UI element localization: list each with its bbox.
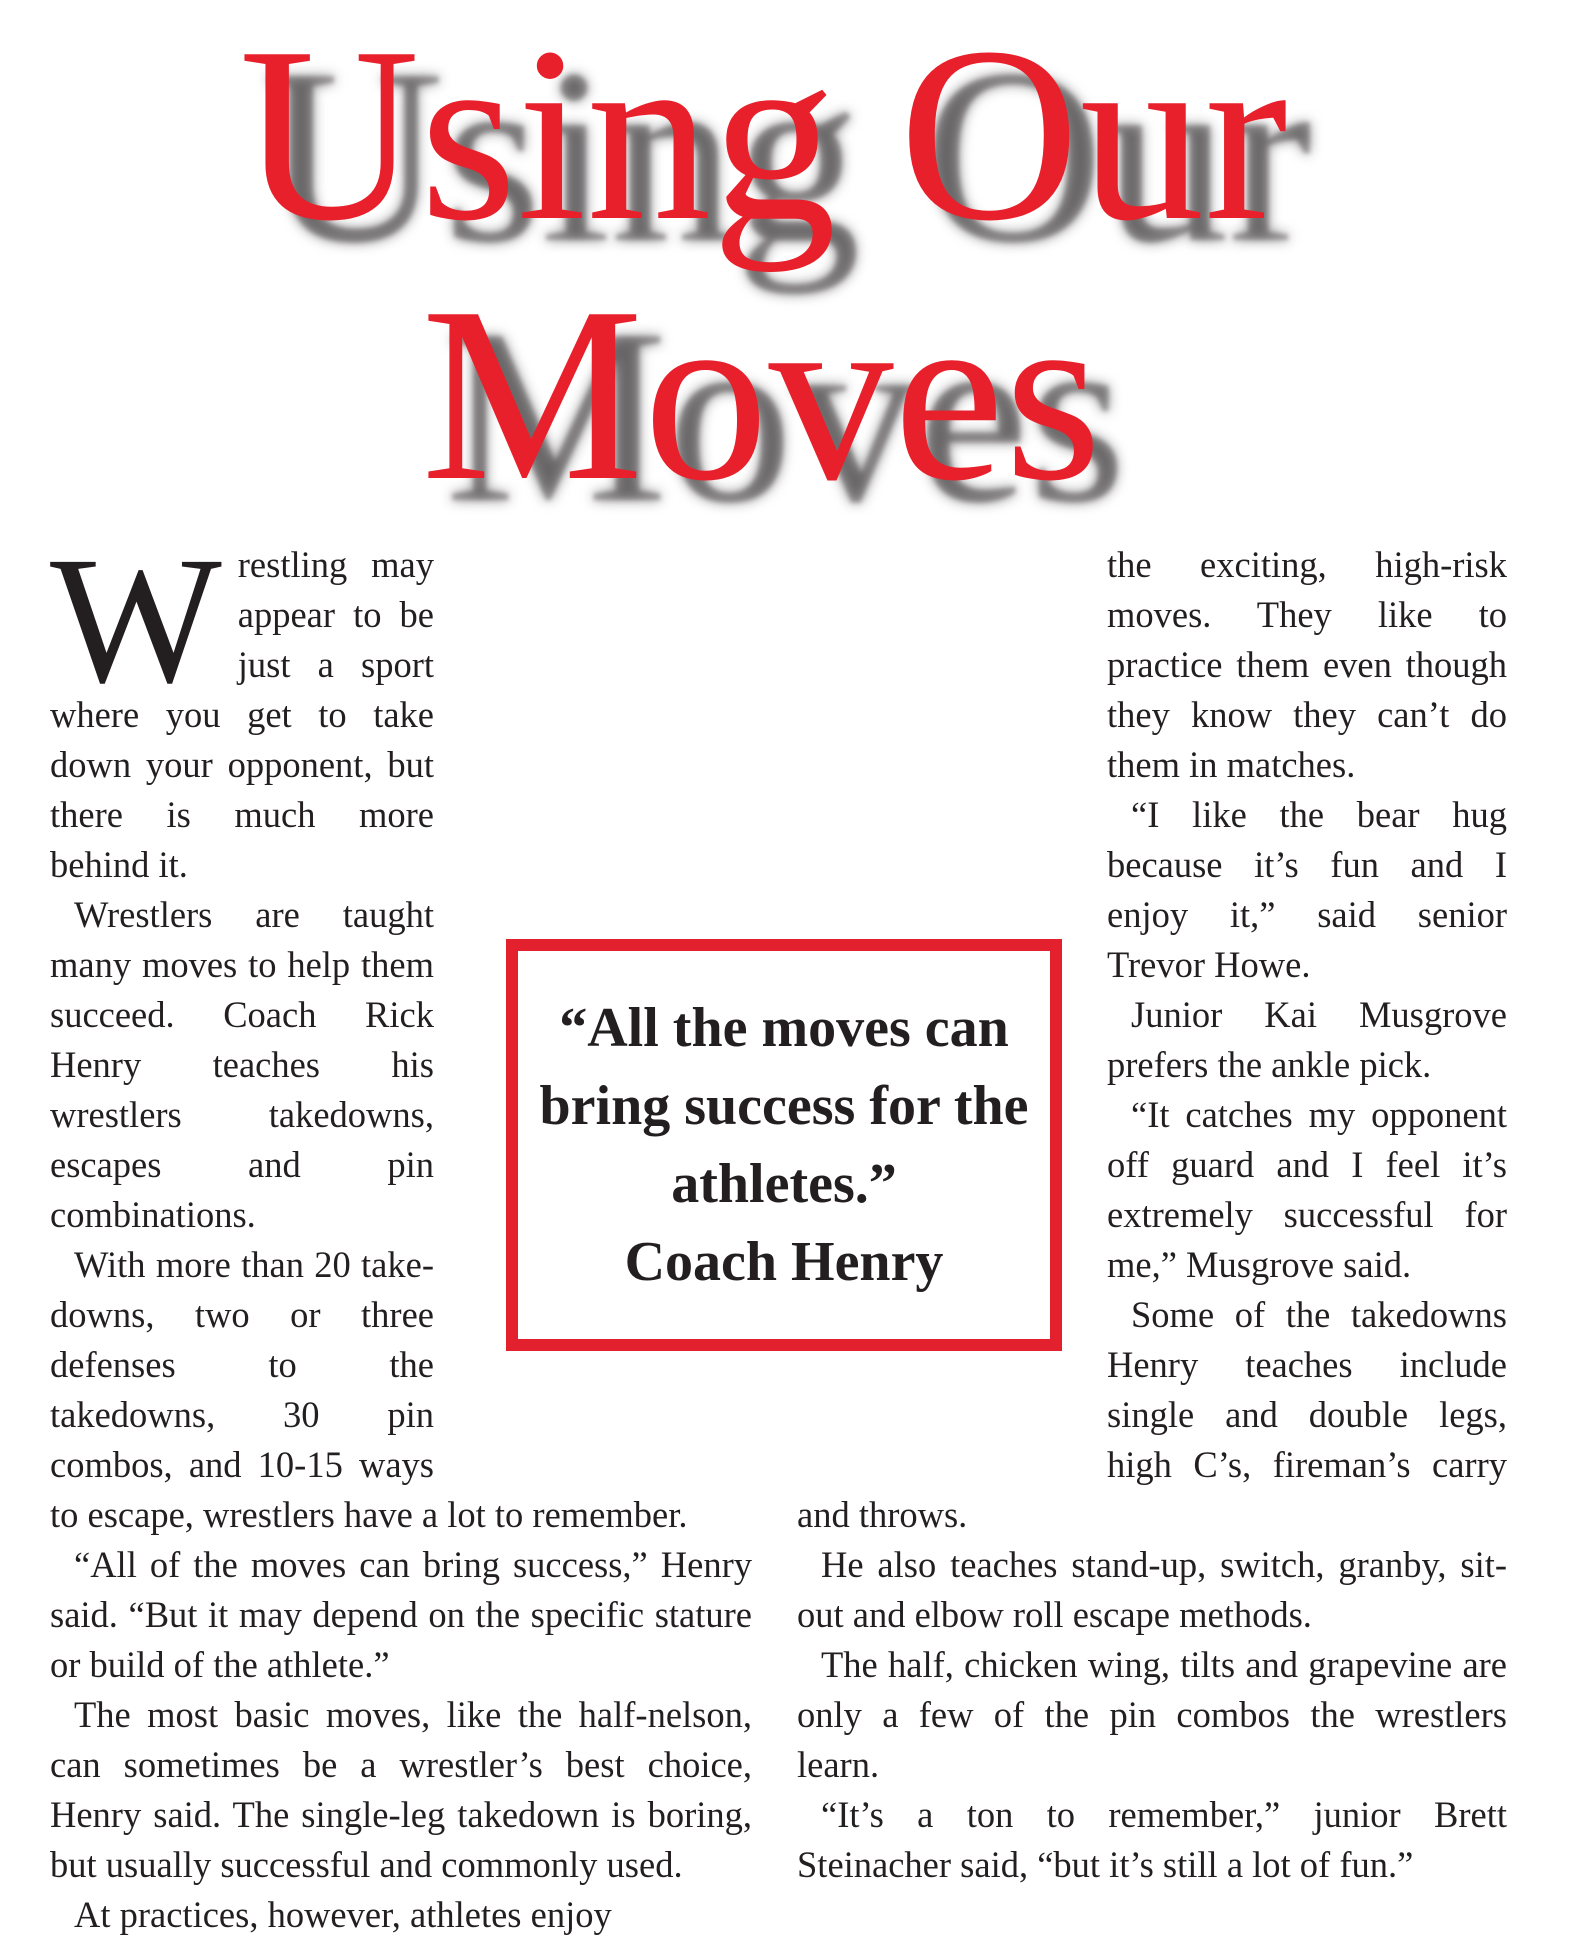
article-paragraph: The most basic moves, like the half-nelson, can sometimes be a wrestler’s best choice, Henry said. The single-leg takedown is boring, but usually successful and commonly used. (50, 1694, 752, 1885)
article-paragraph: Some of the takedowns Henry teaches include single and double legs, high C’s, fireman’s carry and throws. (797, 1294, 1507, 1535)
article-paragraph: “All of the moves can bring success,” Henry said. “But it may depend on the specific stature or build of the athlete.” (50, 1544, 752, 1685)
pull-quote-text: “All the moves can bring success for the athletes.” (539, 997, 1029, 1215)
headline-line-2: Moves (421, 256, 1102, 533)
article-paragraph: With more than 20 take-downs, two or three defenses to the takedowns, 30 pin combos, and 10-15 ways to escape, wrestlers have a lot to remember. (50, 1244, 688, 1535)
article-paragraph: “It’s a ton to remember,” junior Brett Steinacher said, “but it’s still a lot of fun.” (797, 1794, 1507, 1885)
article-paragraph: the exciting, high-risk moves. They like to practice them even though they know they can’t do them in matches. (1107, 544, 1507, 785)
pull-quote-attribution: Coach Henry (624, 1231, 944, 1293)
article-paragraph: He also teaches stand-up, switch, granby, sit-out and elbow roll escape methods. (797, 1544, 1507, 1635)
article-paragraph: Junior Kai Musgrove prefers the ankle pick. (1107, 994, 1507, 1085)
pull-quote-box (506, 939, 1062, 1351)
article-paragraph: “I like the bear hug because it’s fun and I enjoy it,” said senior Trevor Howe. (1107, 794, 1507, 985)
article-paragraph: At practices, however, athletes enjoy (74, 1894, 612, 1935)
article-paragraph: Wrestling may appear to be just a sport where you get to take down your opponent, but there is much more behind it. (50, 520, 434, 885)
article-paragraph: Wrestlers are taught many moves to help them succeed. Coach Rick Henry teaches his wrestlers takedowns, escapes and pin combinations. (50, 894, 434, 1235)
headline-line-1: Using Our (239, 0, 1288, 273)
article-paragraph: “It catches my opponent off guard and I feel it’s extremely successful for me,” Musgrove said. (1107, 1094, 1507, 1285)
article-paragraph: The half, chicken wing, tilts and grapevine are only a few of the pin combos the wrestlers learn. (797, 1644, 1507, 1785)
drop-cap: W (50, 520, 222, 721)
